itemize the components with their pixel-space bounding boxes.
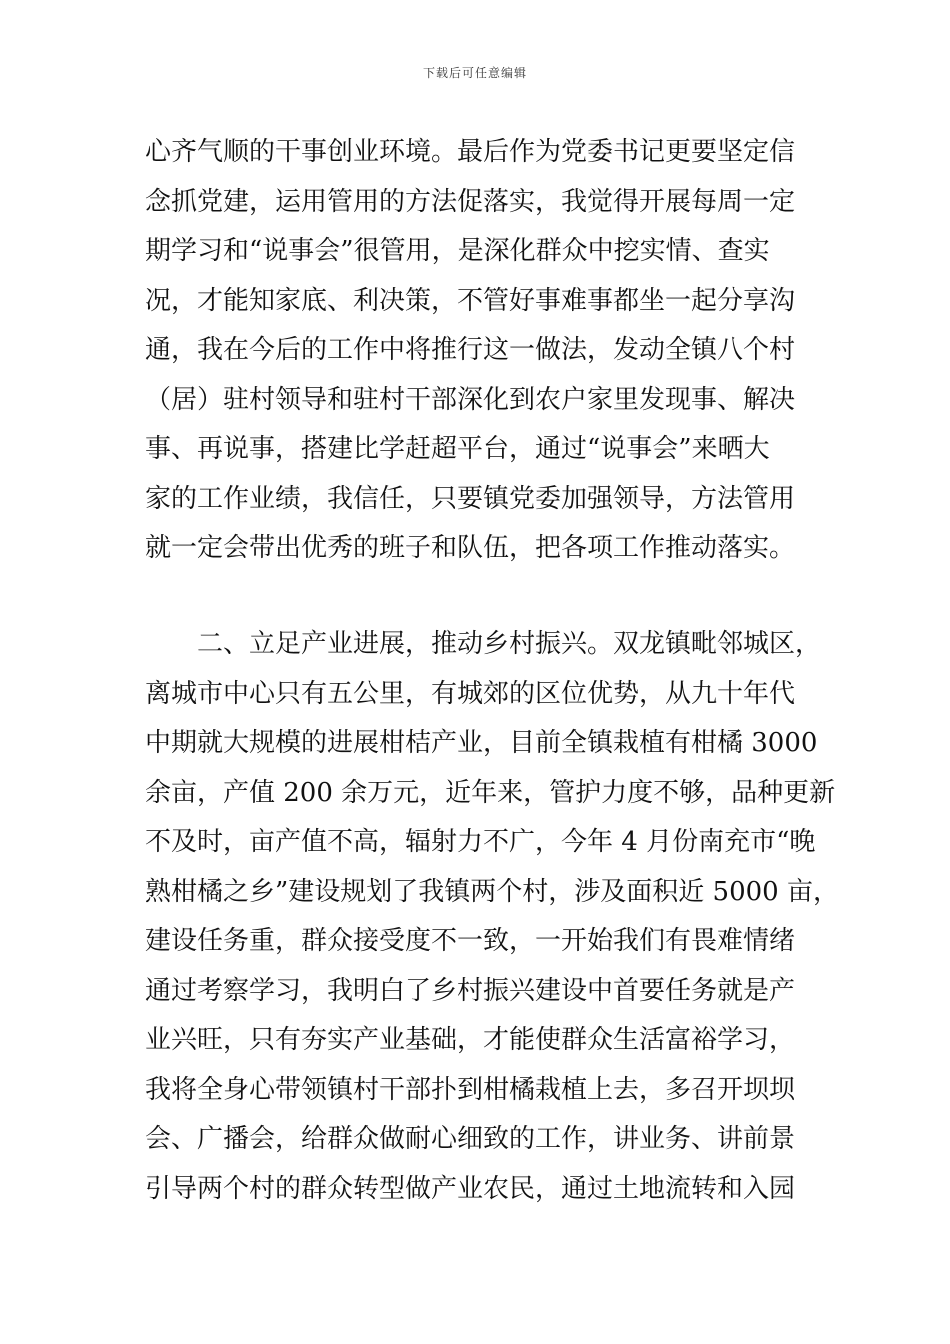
text-line: 业兴旺，只有夯实产业基础，才能使群众生活富裕学习， [145, 1025, 796, 1055]
text-line-first-indented: 二、立足产业进展，推动乡村振兴。双龙镇毗邻城区， [197, 629, 822, 659]
text-line: 不及时，亩产值不高，辐射力不广，今年 4 月份南充市“晚 [145, 827, 816, 857]
text-line: 中期就大规模的进展柑桔产业，目前全镇栽植有柑橘 3000 [145, 728, 818, 758]
text-line: 离城市中心只有五公里，有城郊的区位优势，从九十年代 [145, 678, 796, 709]
text-line: 家的工作业绩，我信任，只要镇党委加强领导，方法管用 [145, 483, 796, 514]
text-line: 余亩，产值 200 余万元，近年来，管护力度不够，品种更新 [145, 777, 836, 808]
text-line: 会、广播会，给群众做耐心细致的工作，讲业务、讲前景 [145, 1124, 796, 1154]
page-header: 下载后可任意编辑 [422, 66, 527, 80]
text-line: 念抓党建，运用管用的方法促落实，我觉得开展每周一定 [145, 186, 796, 217]
text-line: 引导两个村的群众转型做产业农民，通过土地流转和入园 [145, 1173, 796, 1204]
paragraph-2 [145, 620, 839, 1214]
text-line: 况，才能知家底、利决策，不管好事难事都坐一起分享沟 [145, 285, 796, 316]
text-line: 我将全身心带领镇村干部扑到柑橘栽植上去，多召开坝坝 [145, 1074, 796, 1105]
text-line: 期学习和“说事会”很管用，是深化群众中挖实情、查实 [145, 236, 770, 266]
text-line: 心齐气顺的干事创业环境。最后作为党委书记更要坚定信 [145, 137, 796, 167]
text-line: 事、再说事，搭建比学赶超平台，通过“说事会”来晒大 [145, 434, 770, 464]
text-line: 通，我在今后的工作中将推行这一做法，发动全镇八个村 [145, 335, 796, 365]
text-line: 就一定会带出优秀的班子和队伍，把各项工作推动落实。 [145, 533, 796, 563]
text-line: 通过考察学习，我明白了乡村振兴建设中首要任务就是产 [145, 975, 796, 1006]
text-line: （居）驻村领导和驻村干部深化到农户家里发现事、解决 [145, 384, 796, 415]
text-line: 熟柑橘之乡”建设规划了我镇两个村，涉及面积近 5000 亩， [145, 876, 839, 907]
text-line: 建设任务重，群众接受度不一致，一开始我们有畏难情绪 [145, 926, 796, 956]
paragraph-1 [145, 128, 825, 574]
